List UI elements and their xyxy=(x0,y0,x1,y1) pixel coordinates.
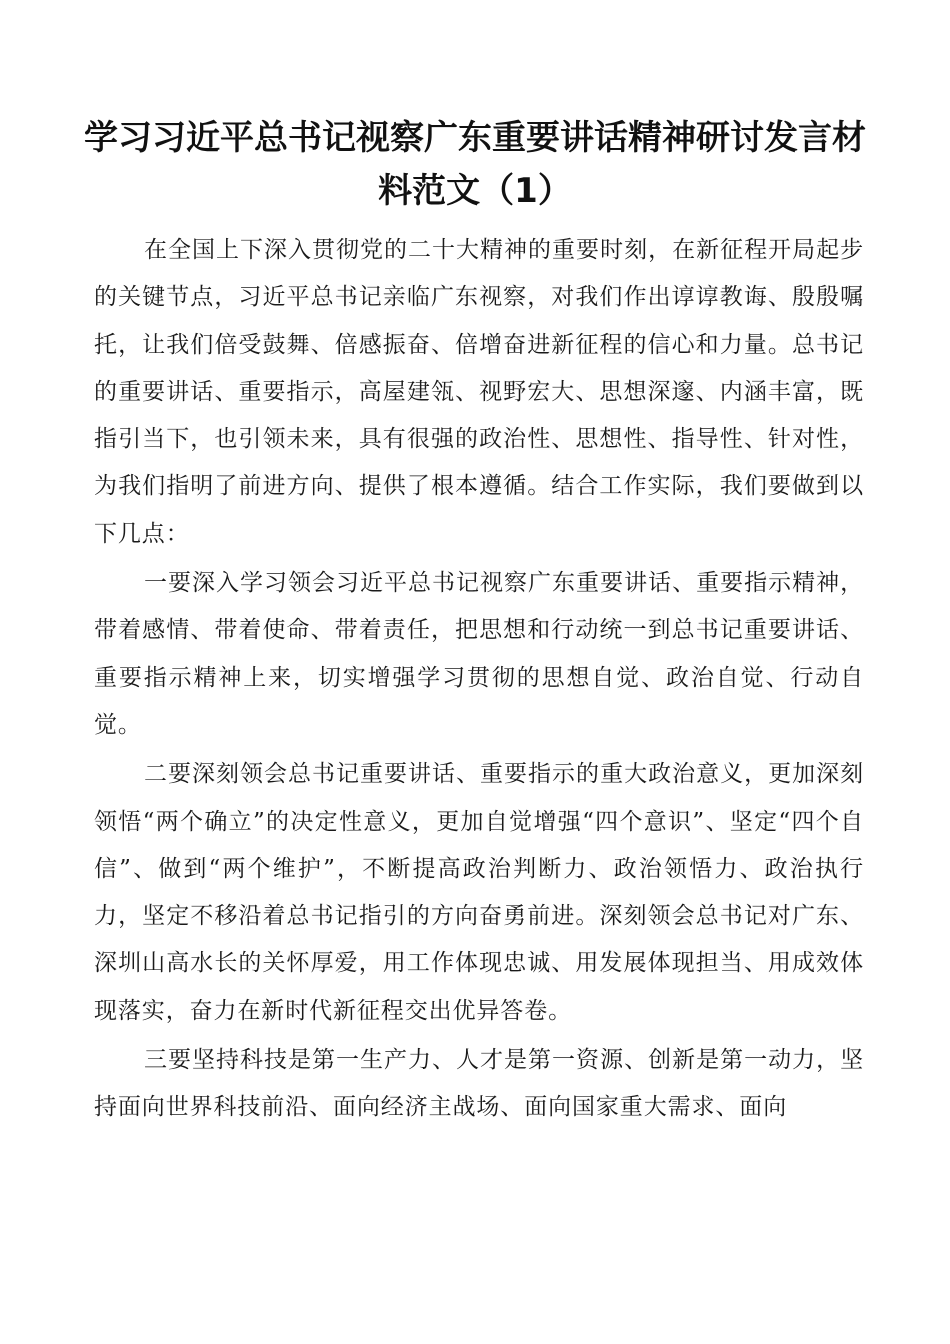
paragraph-intro: 在全国上下深入贯彻党的二十大精神的重要时刻，在新征程开局起步的关键节点，习近平总书记亲临广东视察，对我们作出谆谆教诲、殷殷嘱托，让我们倍受鼓舞、倍感振奋、倍增奋进新征程的信心和力量。总书记的重要讲话、重要指示，高屋建瓴、视野宏大、思想深邃、内涵丰富，既指引当下，也引领未来，具有很强的政治性、思想性、指导性、针对性，为我们指明了前进方向、提供了根本遵循。结合工作实际，我们要做到以下几点： xyxy=(94,237,864,547)
paragraph-point-three: 三要坚持科技是第一生产力、人才是第一资源、创新是第一动力，坚持面向世界科技前沿、面向经济主战场、面向国家重大需求、面向 xyxy=(94,1047,864,1121)
document-title: 学习习近平总书记视察广东重要讲话精神研讨发言材料范文（1） xyxy=(84,118,866,211)
paragraph-point-one: 一要深入学习领会习近平总书记视察广东重要讲话、重要指示精神，带着感情、带着使命、带着责任，把思想和行动统一到总书记重要讲话、重要指示精神上来，切实增强学习贯彻的思想自觉、政治自觉、行动自觉。 xyxy=(94,570,864,738)
paragraph-point-two: 二要深刻领会总书记重要讲话、重要指示的重大政治意义，更加深刻领悟“两个确立”的决定性意义，更加自觉增强“四个意识”、坚定“四个自信”、做到“两个维护”，不断提高政治判断力、政治领悟力、政治执行力，坚定不移沿着总书记指引的方向奋勇前进。深刻领会总书记对广东、深圳山高水长的关怀厚爱，用工作体现忠诚、用发展体现担当、用成效体现落实，奋力在新时代新征程交出优异答卷。 xyxy=(94,761,864,1024)
document-body xyxy=(94,227,864,1132)
